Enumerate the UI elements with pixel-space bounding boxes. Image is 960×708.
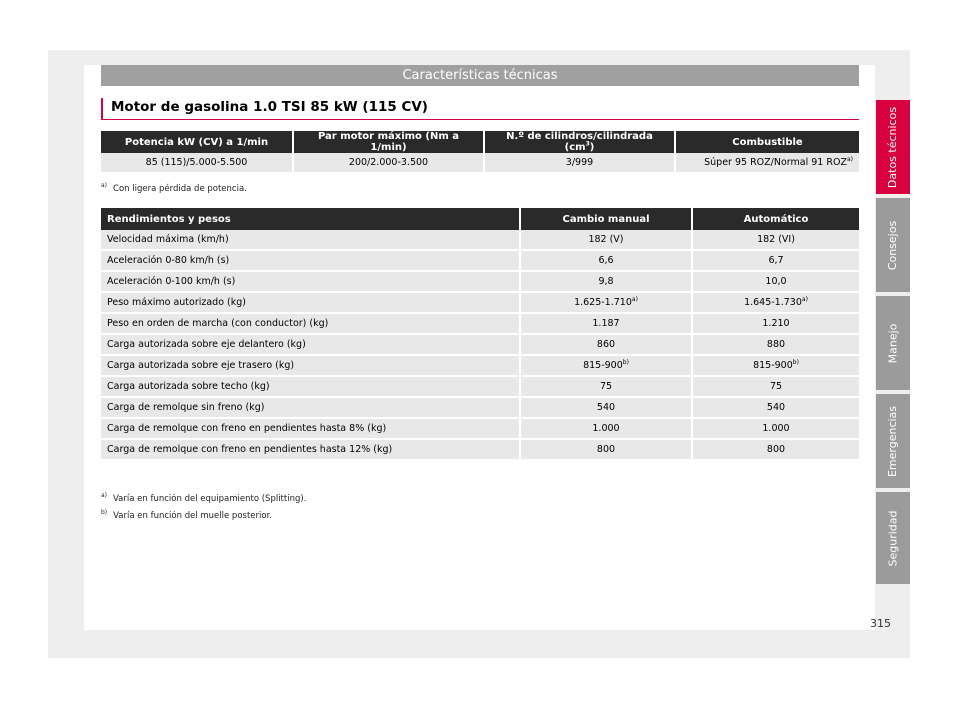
header-fuel: Combustible: [676, 131, 859, 153]
header-power: Potencia kW (CV) a 1/min: [101, 131, 292, 153]
header-cylinders: [485, 131, 674, 153]
header-manual: Cambio manual: [521, 208, 691, 230]
footnote-mark: a): [101, 492, 108, 500]
cell-automatic: [693, 356, 859, 377]
cell-automatic-text: 6,7: [768, 255, 784, 266]
header-cylinders-close: ): [589, 142, 595, 153]
cell-manual-text: 815-900: [583, 360, 623, 371]
tab-emergencias[interactable]: [876, 394, 910, 488]
chapter-header: Características técnicas: [101, 65, 859, 86]
cell-automatic-text: 1.000: [762, 423, 790, 434]
cell-manual: [521, 335, 691, 356]
performance-table-header-row: [101, 208, 859, 230]
header-cylinders-text: N.º de cilindros/cilindrada (cm: [506, 131, 653, 153]
tab-datos-tecnicos[interactable]: [876, 100, 910, 194]
cell-label: [101, 272, 519, 293]
footnote: [101, 184, 247, 194]
cell-automatic-text: 800: [766, 444, 786, 455]
table-row: [101, 419, 859, 440]
table-row: [101, 230, 859, 251]
header-torque: Par motor máximo (Nm a 1/min): [294, 131, 483, 153]
cell-label: [101, 419, 519, 440]
table-row: [101, 293, 859, 314]
footnote-mark: a): [101, 182, 108, 190]
cell-label: [101, 251, 519, 272]
cell-automatic-text: 815-900: [753, 360, 793, 371]
header-cylinders-sup: 3: [585, 140, 590, 148]
cell-label: [101, 230, 519, 251]
cell-label-text: Aceleración 0-100 km/h (s): [107, 276, 236, 287]
cell-automatic: [693, 251, 859, 272]
cell-manual-text: 800: [596, 444, 616, 455]
cell-label: [101, 314, 519, 335]
header-automatic: Automático: [693, 208, 859, 230]
cell-manual: [521, 293, 691, 314]
tab-label: Manejo: [886, 323, 900, 363]
cell-power: 85 (115)/5.000-5.500: [101, 153, 292, 174]
cell-label-text: Peso máximo autorizado (kg): [107, 297, 246, 308]
page-number: 315: [870, 617, 891, 630]
cell-manual: [521, 377, 691, 398]
tab-manejo[interactable]: [876, 296, 910, 390]
cell-automatic-text: 10,0: [765, 276, 787, 287]
tab-label: Datos técnicos: [886, 106, 900, 188]
tab-label: Emergencias: [886, 405, 900, 477]
cell-label: [101, 377, 519, 398]
cell-torque: 200/2.000-3.500: [294, 153, 483, 174]
cell-automatic: [693, 377, 859, 398]
cell-manual: [521, 251, 691, 272]
cell-manual: [521, 419, 691, 440]
tab-seguridad[interactable]: [876, 492, 910, 584]
cell-automatic: [693, 440, 859, 461]
footnote-ref: a): [801, 295, 808, 303]
tab-label: Consejos: [886, 220, 900, 270]
cell-automatic-text: 75: [769, 381, 783, 392]
cell-manual-text: 860: [596, 339, 616, 350]
cell-label: [101, 398, 519, 419]
table-row: [101, 398, 859, 419]
table-row: [101, 377, 859, 398]
cell-manual: [521, 272, 691, 293]
cell-automatic: [693, 293, 859, 314]
cell-automatic-text: 182 (VI): [757, 234, 795, 245]
cell-label-text: Carga de remolque con freno en pendientes hasta 12% (kg): [107, 444, 393, 455]
footnote-text: Con ligera pérdida de potencia.: [113, 184, 247, 194]
tab-label: Seguridad: [886, 510, 900, 566]
cell-automatic: [693, 398, 859, 419]
footnote: [101, 511, 272, 521]
cell-cylinders: 3/999: [485, 153, 674, 174]
cell-label-text: Carga autorizada sobre eje trasero (kg): [107, 360, 295, 371]
cell-automatic: [693, 419, 859, 440]
cell-label-text: Peso en orden de marcha (con conductor) (kg): [107, 318, 329, 329]
cell-automatic: [693, 314, 859, 335]
table-row: [101, 251, 859, 272]
cell-manual-text: 75: [599, 381, 613, 392]
engine-table: [99, 131, 861, 174]
cell-label-text: Velocidad máxima (km/h): [107, 234, 229, 245]
cell-automatic: [693, 335, 859, 356]
cell-manual-text: 1.000: [592, 423, 620, 434]
table-row: [101, 314, 859, 335]
cell-label-text: Carga de remolque sin freno (kg): [107, 402, 265, 413]
cell-manual-text: 540: [596, 402, 616, 413]
footnote-text: Varía en función del equipamiento (Splitting).: [113, 494, 307, 504]
cell-automatic: [693, 230, 859, 251]
footnote-ref: b): [622, 358, 629, 366]
cell-label-text: Carga autorizada sobre eje delantero (kg): [107, 339, 306, 350]
cell-label-text: Carga autorizada sobre techo (kg): [107, 381, 270, 392]
footnote-ref: a): [631, 295, 638, 303]
engine-table-header-row: [101, 131, 859, 153]
header-performance: Rendimientos y pesos: [101, 208, 519, 230]
section-title: Motor de gasolina 1.0 TSI 85 kW (115 CV): [101, 98, 859, 120]
cell-manual: [521, 230, 691, 251]
footnote: [101, 494, 306, 504]
cell-label-text: Aceleración 0-80 km/h (s): [107, 255, 230, 266]
cell-label: [101, 293, 519, 314]
cell-manual-text: 1.625-1.710: [574, 297, 632, 308]
footnote-ref: b): [792, 358, 799, 366]
footnote-text: Varía en función del muelle posterior.: [113, 511, 272, 521]
footnote-mark: b): [101, 509, 108, 517]
cell-manual-text: 182 (V): [588, 234, 624, 245]
cell-automatic: [693, 272, 859, 293]
cell-manual: [521, 440, 691, 461]
performance-table: [99, 208, 861, 461]
table-row: [101, 153, 859, 174]
cell-automatic-text: 1.645-1.730: [744, 297, 802, 308]
cell-automatic-text: 540: [766, 402, 786, 413]
cell-manual-text: 6,6: [598, 255, 614, 266]
cell-label: [101, 440, 519, 461]
table-row: [101, 440, 859, 461]
cell-label: [101, 356, 519, 377]
cell-fuel: [676, 153, 859, 174]
cell-automatic-text: 880: [766, 339, 786, 350]
footnote-ref: a): [846, 155, 853, 163]
cell-manual-text: 1.187: [592, 318, 620, 329]
table-row: [101, 356, 859, 377]
cell-fuel-text: Súper 95 ROZ/Normal 91 ROZ: [704, 157, 847, 168]
cell-manual: [521, 356, 691, 377]
cell-label-text: Carga de remolque con freno en pendientes hasta 8% (kg): [107, 423, 387, 434]
cell-label: [101, 335, 519, 356]
table-row: [101, 335, 859, 356]
tab-consejos[interactable]: [876, 198, 910, 292]
table-row: [101, 272, 859, 293]
cell-manual: [521, 314, 691, 335]
cell-manual: [521, 398, 691, 419]
cell-manual-text: 9,8: [598, 276, 614, 287]
cell-automatic-text: 1.210: [762, 318, 790, 329]
